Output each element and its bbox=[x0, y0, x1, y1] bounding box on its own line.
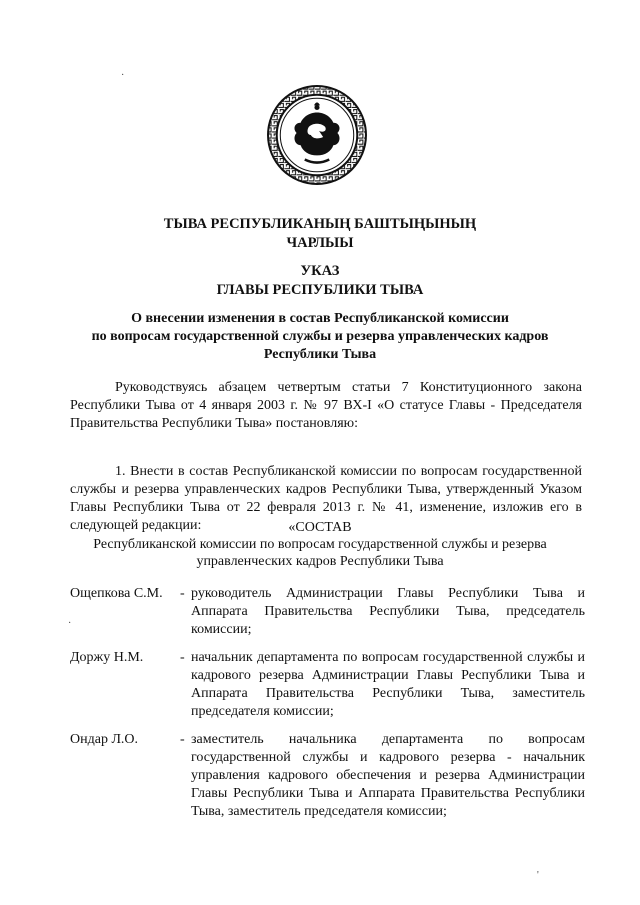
member-role: начальник департамента по вопросам государственной службы и кадрового резерва Администрации Главы Республики Тыва и Аппарата Правительства Республики Тыва, заместитель председателя комиссии; bbox=[191, 650, 585, 719]
member-dash: - bbox=[180, 732, 185, 747]
subject-line-1: О внесении изменения в состав Республиканской комиссии bbox=[131, 311, 509, 326]
ukaz-word: УКАЗ bbox=[300, 263, 340, 279]
member-name: Ощепкова С.М. bbox=[70, 586, 163, 601]
subject-line-3: Республики Тыва bbox=[263, 347, 377, 362]
header-line-2: ЧАРЛЫЫ bbox=[286, 235, 354, 251]
decree-subject bbox=[40, 310, 600, 364]
scan-speck: · bbox=[121, 70, 125, 81]
scan-speck: ' bbox=[537, 870, 539, 881]
item-1-paragraph: 1. Внести в состав Республиканской комиссии по вопросам государственной службы и резерва управленческих кадров Республики Тыва, утвержденный Указом Главы Республики Тыва от 22 февраля 2013 г. № 41, изменение, изложив его в следующей редакции: bbox=[70, 464, 582, 533]
ukaz-subtitle: ГЛАВЫ РЕСПУБЛИКИ ТЫВА bbox=[216, 282, 424, 298]
member-dash: - bbox=[180, 650, 185, 665]
composition-line-1: Республиканской комиссии по вопросам государственной службы и резерва bbox=[93, 537, 547, 552]
member-role: руководитель Администрации Главы Республики Тыва и Аппарата Правительства Республики Тыва, председатель комиссии; bbox=[191, 586, 585, 637]
composition-title: «СОСТАВ bbox=[288, 520, 352, 535]
ukaz-title bbox=[40, 262, 600, 300]
header-tyva-title bbox=[40, 215, 600, 253]
subject-line-2: по вопросам государственной службы и резерва управленческих кадров bbox=[91, 329, 549, 344]
member-name: Ондар Л.О. bbox=[70, 732, 139, 747]
header-line-1: ТЫВА РЕСПУБЛИКАНЫҢ БАШТЫҢЫНЫҢ bbox=[163, 216, 477, 232]
coat-of-arms-emblem bbox=[266, 84, 368, 186]
member-role: заместитель начальника департамента по вопросам государственной службы и кадрового резерва - начальник управления кадрового обеспечения и резерва Администрации Главы Республики Тыва и Аппарата Правительства Республики Тыва, заместитель председателя комиссии; bbox=[191, 732, 585, 819]
member-dash: - bbox=[180, 586, 185, 601]
preamble-paragraph: Руководствуясь абзацем четвертым статьи 7 Конституционного закона Республики Тыва от 4 января 2003 г. № 97 ВХ-I «О статусе Главы - Председателя Правительства Республики Тыва» постановляю: bbox=[70, 380, 582, 431]
composition-line-2: управленческих кадров Республики Тыва bbox=[196, 554, 444, 569]
scan-speck: · bbox=[68, 618, 72, 629]
member-name: Доржу Н.М. bbox=[70, 650, 144, 665]
composition-heading bbox=[40, 519, 600, 570]
